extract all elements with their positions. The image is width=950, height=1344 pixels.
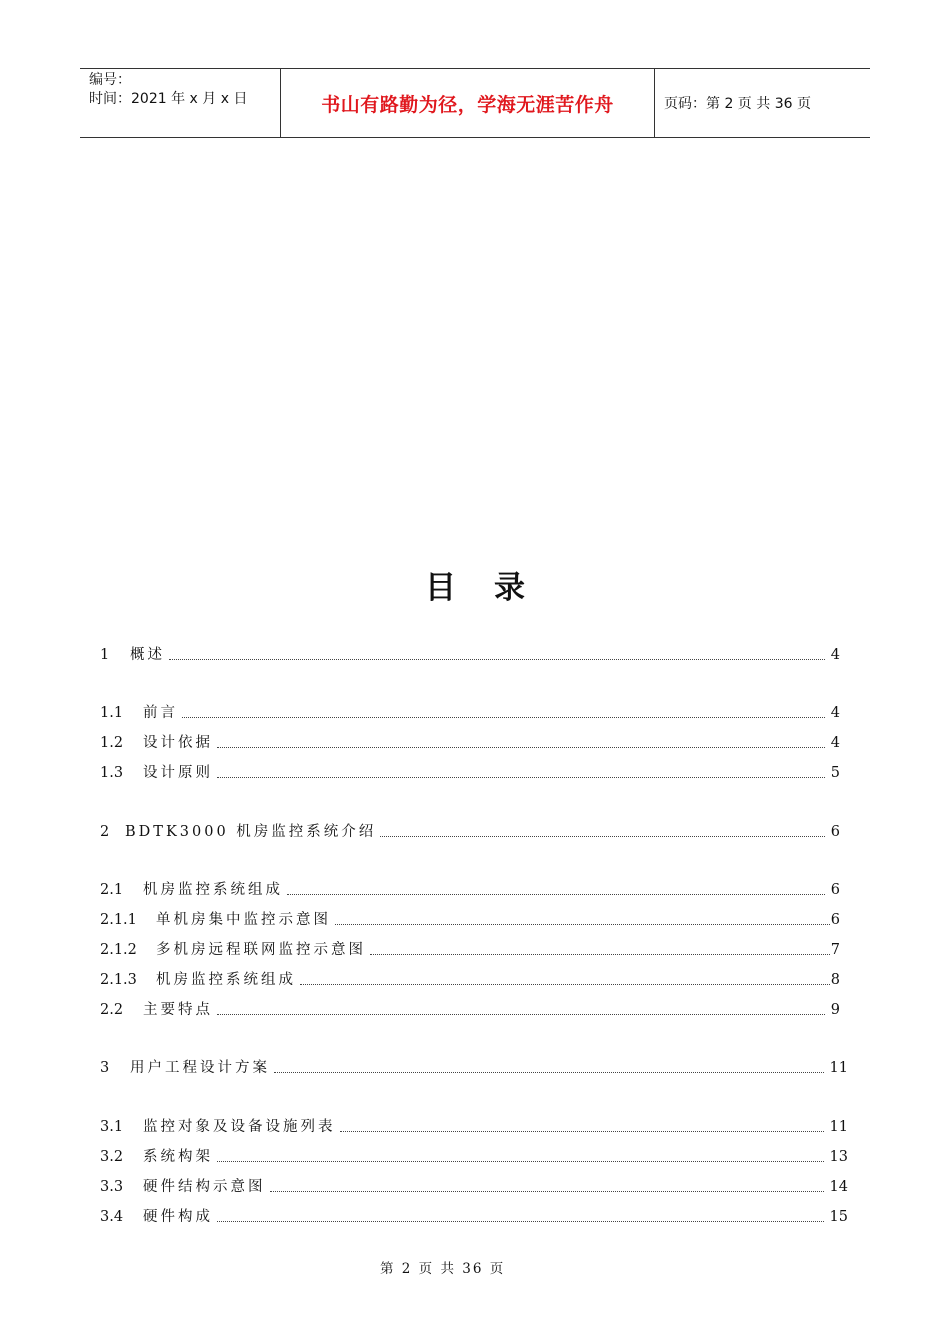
- toc-entry[interactable]: [100, 763, 840, 783]
- toc-text: 硬件构成: [143, 1209, 213, 1225]
- date-label: 时间：2021 年 x 月 x 日: [89, 91, 248, 107]
- toc-number: 2.1.2: [100, 942, 137, 958]
- toc-page: 9: [830, 1002, 840, 1018]
- toc-text: 前言: [143, 705, 178, 721]
- toc-leader: [274, 1071, 824, 1073]
- header-motto: 书山有路勤为径，学海无涯苦作舟: [281, 69, 655, 137]
- toc-title: 目录: [425, 570, 563, 606]
- header-meta: [80, 69, 281, 137]
- toc-number: 1.3: [100, 765, 124, 781]
- toc-text: 用户工程设计方案: [130, 1060, 270, 1076]
- toc-leader: [340, 1130, 824, 1132]
- toc-text: 机房监控系统组成: [143, 882, 283, 898]
- toc-page: 6: [830, 824, 840, 840]
- toc-text: 机房监控系统组成: [156, 972, 296, 988]
- toc-number: 3.3: [100, 1179, 124, 1195]
- toc-text: 概述: [130, 647, 165, 663]
- toc-page: 8: [830, 972, 840, 988]
- page-header: [80, 68, 870, 138]
- toc-number: 3.1: [100, 1119, 124, 1135]
- toc-text: 设计原则: [143, 765, 213, 781]
- toc-leader: [380, 835, 824, 837]
- toc-entry[interactable]: [100, 1117, 848, 1137]
- toc-leader: [217, 776, 825, 778]
- toc-entry[interactable]: [100, 1058, 848, 1078]
- toc-leader: [287, 893, 825, 895]
- toc-page: 13: [829, 1149, 848, 1165]
- toc-entry[interactable]: [100, 1147, 848, 1167]
- toc-text: 系统构架: [143, 1149, 213, 1165]
- toc-number: 2.1.1: [100, 912, 137, 928]
- toc-number: 2.2: [100, 1002, 124, 1018]
- toc-leader: [182, 716, 825, 718]
- toc-number: 1: [100, 647, 110, 663]
- toc-number: 3.2: [100, 1149, 124, 1165]
- toc-text: BDTK3000 机房监控系统介绍: [125, 824, 377, 840]
- toc-number: 2: [100, 824, 110, 840]
- page-footer: 第 2 页 共 36 页: [380, 1261, 506, 1277]
- toc-number: 3.4: [100, 1209, 124, 1225]
- toc-page: 5: [830, 765, 840, 781]
- toc-text: 单机房集中监控示意图: [156, 912, 331, 928]
- toc-leader: [370, 953, 830, 955]
- toc-leader: [335, 923, 830, 925]
- toc-text: 设计依据: [143, 735, 213, 751]
- toc-number: 1.1: [100, 705, 124, 721]
- toc-page: 6: [830, 882, 840, 898]
- toc-entry[interactable]: [100, 880, 840, 900]
- toc-entry[interactable]: [100, 970, 840, 990]
- toc-entry[interactable]: [100, 645, 840, 665]
- toc-entry[interactable]: [100, 1000, 840, 1020]
- toc-page: 4: [830, 735, 840, 751]
- toc-entry[interactable]: [100, 940, 840, 960]
- toc-entry[interactable]: [100, 703, 840, 723]
- toc-text: 监控对象及设备设施列表: [143, 1119, 336, 1135]
- toc-entry[interactable]: [100, 822, 840, 842]
- toc-entry[interactable]: [100, 1207, 848, 1227]
- toc-number: 2.1.3: [100, 972, 137, 988]
- toc-page: 4: [830, 647, 840, 663]
- toc-leader: [217, 1013, 825, 1015]
- toc-page: 11: [829, 1119, 848, 1135]
- toc-number: 3: [100, 1060, 110, 1076]
- toc-number: 2.1: [100, 882, 124, 898]
- toc-text: 多机房远程联网监控示意图: [156, 942, 366, 958]
- toc-number: 1.2: [100, 735, 124, 751]
- toc-entry[interactable]: [100, 1177, 848, 1197]
- toc-page: 6: [830, 912, 840, 928]
- toc-leader: [217, 1220, 824, 1222]
- toc-page: 11: [829, 1060, 848, 1076]
- toc-leader: [217, 746, 825, 748]
- toc-page: 15: [829, 1209, 848, 1225]
- toc-entry[interactable]: [100, 910, 840, 930]
- toc-text: 硬件结构示意图: [143, 1179, 266, 1195]
- toc-text: 主要特点: [143, 1002, 213, 1018]
- toc-leader: [270, 1190, 824, 1192]
- toc-entry[interactable]: [100, 733, 840, 753]
- toc-leader: [217, 1160, 824, 1162]
- header-page-info: 页码：第 2 页 共 36 页: [664, 96, 811, 112]
- toc-page: 14: [829, 1179, 848, 1195]
- number-label: 编号：: [89, 72, 131, 88]
- toc-leader: [300, 983, 830, 985]
- toc-leader: [169, 658, 825, 660]
- toc-page: 7: [830, 942, 840, 958]
- toc-page: 4: [830, 705, 840, 721]
